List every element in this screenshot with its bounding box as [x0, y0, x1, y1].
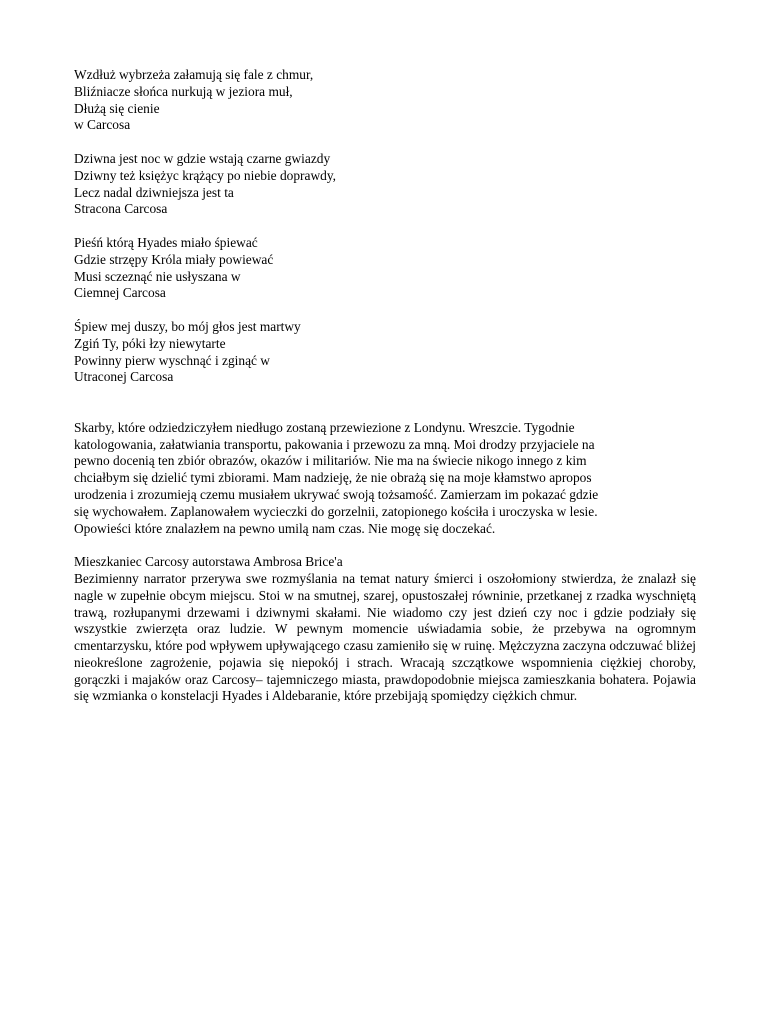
letter-line: Skarby, które odziedziczyłem niedługo zostaną przewiezione z Londynu. Wreszcie. Tygodnie	[74, 419, 575, 435]
poem-line: Bliźniacze słońca nurkują w jeziora muł,	[74, 83, 293, 99]
poem-line: Pieśń którą Hyades miało śpiewać	[74, 234, 258, 250]
document-page	[74, 67, 696, 705]
letter-line: Opowieści które znalazłem na pewno umilą nam czas. Nie mogę się doczekać.	[74, 520, 496, 536]
letter-line: katologowania, załatwiania transportu, pakowania i przewozu za mną. Moi drodzy przyjaciele na	[74, 436, 595, 452]
summary-title: Mieszkaniec Carcosy autorstawa Ambrosa Brice'a	[74, 554, 343, 570]
poem-line: Powinny pierw wyschnąć i zginąć w	[74, 352, 270, 368]
poem-stanza-1	[74, 67, 696, 134]
poem-line: Utraconej Carcosa	[74, 369, 174, 385]
poem-line: Dłużą się cienie	[74, 100, 160, 116]
letter-line: chciałbym się dzielić tymi zbiorami. Mam nadzieję, że nie obrażą się na moje kłamstwo apropos	[74, 470, 592, 486]
letter-line: urodzenia i zrozumieją czemu musiałem ukrywać swoją tożsamość. Zamierzam im pokazać gdzie	[74, 486, 599, 502]
poem-line: Dziwny też księżyc krążący po niebie doprawdy,	[74, 167, 336, 183]
poem-line: Ciemnej Carcosa	[74, 285, 166, 301]
story-summary	[74, 554, 696, 705]
letter-line: się wychowałem. Zaplanowałem wycieczki do gorzelnii, zatopionego kościła i uroczyska w lesie.	[74, 503, 598, 519]
poem-line: Lecz nadal dziwniejsza jest ta	[74, 184, 234, 200]
poem-line: Stracona Carcosa	[74, 201, 168, 217]
poem-line: Musi sczeznąć nie usłyszana w	[74, 268, 241, 284]
poem-stanza-2	[74, 151, 696, 218]
letter-line: pewno docenią ten zbiór obrazów, okazów i militariów. Nie ma na świecie nikogo innego z kim	[74, 453, 587, 469]
summary-body: Bezimienny narrator przerywa swe rozmyślania na temat natury śmierci i oszołomiony stwierdza, że znalazł się nagle w zupełnie obcym miejscu. Stoi w na smutnej, szarej, opustoszałej równinie, przetkanej z rzadka wyschniętą trawą, rozłupanymi drzewami i dziwnymi skałami. Nie wiadomo czy jest dzień czy noc i gdzie podziały się wszystkie zwierzęta oraz ludzie. W pewnym momencie uświadamia sobie, że przebywa na ogromnym cmentarzysku, które pod wpływem upływającego czasu zamieniło się w ruinę. Mężczyzna zaczyna odczuwać bliżej nieokreślone zagrożenie, pojawia się niepokój i strach. Wracają szczątkowe wspomnienia ciężkiej choroby, gorączki i majaków oraz Carcosy– tajemniczego miasta, prawdopodobnie miejsca zamieszkania bohatera. Pojawia się wzmianka o konstelacji Hyades i Aldebaranie, które przebijają spomiędzy ciężkich chmur.	[74, 570, 696, 704]
poem-line: Gdzie strzępy Króla miały powiewać	[74, 251, 274, 267]
poem-line: Dziwna jest noc w gdzie wstają czarne gwiazdy	[74, 150, 331, 166]
poem-stanza-3	[74, 235, 696, 302]
poem-line: Wzdłuż wybrzeża załamują się fale z chmur,	[74, 67, 314, 82]
poem-stanza-4	[74, 319, 696, 386]
poem-line: Zgiń Ty, póki łzy niewytarte	[74, 335, 226, 351]
letter-paragraph	[74, 420, 696, 538]
section-spacer	[74, 403, 696, 420]
poem-line: w Carcosa	[74, 117, 131, 133]
poem-line: Śpiew mej duszy, bo mój głos jest martwy	[74, 318, 301, 334]
